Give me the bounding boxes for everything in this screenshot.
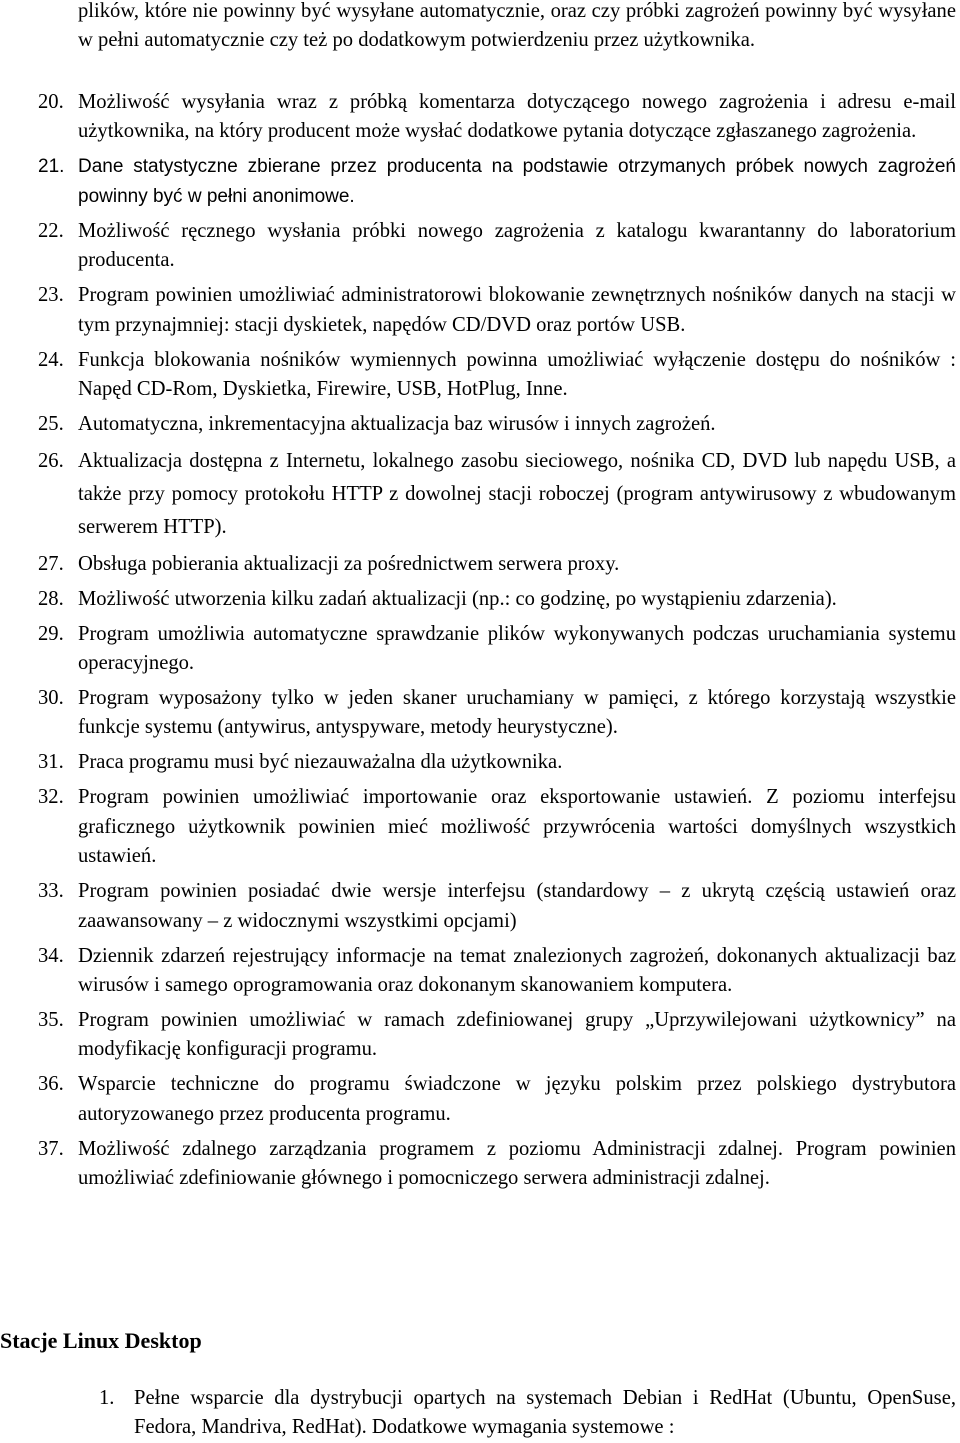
list-item <box>0 1006 956 1065</box>
item-number: 32. <box>38 786 64 809</box>
item-text: Obsługa pobierania aktualizacji za pośrednictwem serwera proxy. <box>78 552 620 575</box>
item-text: Aktualizacja dostępna z Internetu, lokalnego zasobu sieciowego, nośnika CD, DVD lub napędu USB, a także przy pomocy protokołu HTTP z dowolnej stacji roboczej (program antywirusowy z wbudowanym serwerem HTTP). <box>78 450 956 539</box>
list-item <box>0 1135 956 1194</box>
item-text: Program powinien posiadać dwie wersje interfejsu (standardowy – z ukrytą częścią ustawień oraz zaawansowany – z widocznymi wszystkimi opcjami) <box>78 880 956 932</box>
item-number: 33. <box>38 880 64 903</box>
item-number: 36. <box>38 1073 64 1096</box>
item-text: Program powinien umożliwiać importowanie oraz eksportowanie ustawień. Z poziomu interfejsu graficznego użytkownik powinien mieć możliwość przywrócenia wartości domyślnych wszystkich ustawień. <box>78 786 956 868</box>
linux-requirements-list <box>0 1384 956 1443</box>
list-item <box>0 684 956 743</box>
item-number: 31. <box>38 751 64 774</box>
list-item <box>0 783 956 871</box>
list-item <box>0 410 956 439</box>
item-text: Możliwość utworzenia kilku zadań aktualizacji (np.: co godzinę, po wystąpieniu zdarzenia). <box>78 587 837 610</box>
item-number: 23. <box>38 284 64 307</box>
item-text: Możliwość zdalnego zarządzania programem z poziomu Administracji zdalnej. Program powinien umożliwiać zdefiniowanie głównego i pomocniczego serwera administracji zdalnej. <box>78 1137 956 1190</box>
list-item <box>0 620 956 679</box>
list-item <box>0 585 956 614</box>
list-item <box>0 152 956 211</box>
item-number: 24. <box>38 348 64 371</box>
list-item <box>0 550 956 579</box>
list-item <box>0 1070 956 1129</box>
list-item <box>0 445 956 544</box>
item-text: Pełne wsparcie dla dystrybucji opartych na systemach Debian i RedHat (Ubuntu, OpenSuse, Fedora, Mandriva, RedHat). Dodatkowe wymagania systemowe : <box>134 1387 956 1439</box>
item-number: 26. <box>38 450 64 473</box>
item-text: Program powinien umożliwiać administratorowi blokowanie zewnętrznych nośników danych na stacji w tym przynajmniej: stacji dyskietek, napędów CD/DVD oraz portów USB. <box>78 284 956 336</box>
item-number: 21. <box>38 156 65 178</box>
item-number: 34. <box>38 944 64 967</box>
item-text: Funkcja blokowania nośników wymiennych powinna umożliwiać wyłączenie dostępu do nośników : Napęd CD-Rom, Dyskietka, Firewire, USB, HotPlug, Inne. <box>78 348 956 401</box>
item-number: 25. <box>38 413 64 436</box>
item-text: Program powinien umożliwiać w ramach zdefiniowanej grupy „Uprzywilejowani użytkownicy” na modyfikację konfiguracji programu. <box>78 1009 956 1061</box>
item-number: 30. <box>38 687 64 710</box>
section-heading: Stacje Linux Desktop <box>0 1328 202 1353</box>
item-text: Automatyczna, inkrementacyjna aktualizacja baz wirusów i innych zagrożeń. <box>78 413 716 436</box>
list-item <box>0 877 956 936</box>
requirements-list <box>0 88 956 1199</box>
item-text: Dane statystyczne zbierane przez producenta na podstawie otrzymanych próbek nowych zagrożeń powinny być w pełni anonimowe. <box>78 156 956 207</box>
item-text: Praca programu musi być niezauważalna dla użytkownika. <box>78 751 563 774</box>
item-text: Możliwość ręcznego wysłania próbki nowego zagrożenia z katalogu kwarantanny do laboratorium producenta. <box>78 219 956 272</box>
item-number: 1. <box>99 1387 115 1409</box>
list-item <box>0 942 956 1001</box>
item-text: Możliwość wysyłania wraz z próbką komentarza dotyczącego nowego zagrożenia i adresu e-mail użytkownika, na który producent może wysłać dodatkowe pytania dotyczące zgłaszanego zagrożenia. <box>78 91 956 143</box>
item-number: 22. <box>38 219 64 242</box>
item-text: Program umożliwia automatyczne sprawdzanie plików wykonywanych podczas uruchamiania systemu operacyjnego. <box>78 622 956 675</box>
list-item <box>0 88 956 147</box>
item-number: 37. <box>38 1137 64 1160</box>
item-text: Program wyposażony tylko w jeden skaner uruchamiany w pamięci, z którego korzystają wszystkie funkcje systemu (antywirus, antyspyware, metody heurystyczne). <box>78 687 956 739</box>
list-item <box>0 1384 956 1443</box>
item-number: 29. <box>38 622 64 645</box>
item-number: 20. <box>38 91 64 113</box>
item-number: 28. <box>38 587 64 610</box>
list-item <box>0 217 956 276</box>
list-item <box>0 346 956 405</box>
continuation-paragraph: plików, które nie powinny być wysyłane automatycznie, oraz czy próbki zagrożeń powinny być wysyłane w pełni automatycznie czy też po dodatkowym potwierdzeniu przez użytkownika. <box>78 0 956 52</box>
item-number: 35. <box>38 1009 64 1032</box>
item-text: Dziennik zdarzeń rejestrujący informacje na temat znalezionych zagrożeń, dokonanych aktualizacji baz wirusów i samego oprogramowania oraz dokonanym skanowaniem komputera. <box>78 944 956 997</box>
list-item <box>0 281 956 340</box>
item-number: 27. <box>38 552 64 575</box>
item-text: Wsparcie techniczne do programu świadczone w języku polskim przez polskiego dystrybutora autoryzowanego przez producenta programu. <box>78 1073 956 1125</box>
list-item <box>0 748 956 777</box>
